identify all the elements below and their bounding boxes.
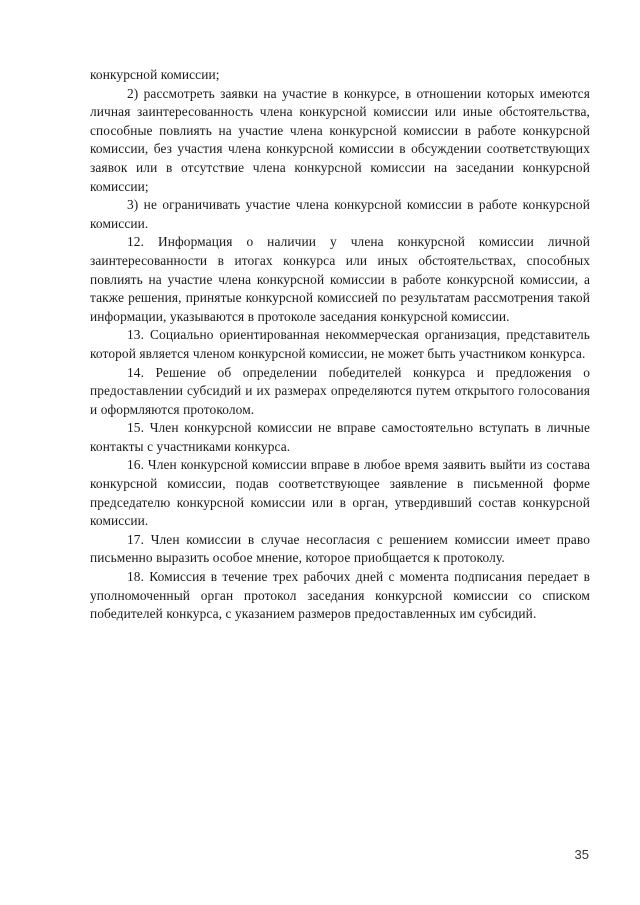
paragraph-13: 13. Социально ориентированная некоммерческая организация, представитель которой является членом конкурсной комиссии, не может быть участником конкурса. <box>90 327 590 361</box>
paragraph-3: 3) не ограничивать участие члена конкурсной комиссии в работе конкурсной комиссии. <box>90 197 590 231</box>
paragraph-15: 15. Член конкурсной комиссии не вправе самостоятельно вступать в личные контакты с участниками конкурса. <box>90 420 590 454</box>
page-number: 35 <box>574 847 589 862</box>
paragraph-17: 17. Член комиссии в случае несогласия с решением комиссии имеет право письменно выразить особое мнение, которое приобщается к протоколу. <box>90 531 590 566</box>
paragraph-14: 14. Решение об определении победителей конкурса и предложения о предоставлении субсидий и их размерах определяются путем открытого голосования и оформляются протоколом. <box>90 364 590 417</box>
paragraph-16: 16. Член конкурсной комиссии вправе в любое время заявить выйти из состава конкурсной комиссии, подав соответствующее заявление в письменной форме председателю конкурсной комиссии или в орган, утвердивший состав конкурсной комиссии. <box>90 457 590 529</box>
paragraph-1: конкурсной комиссии; <box>90 67 220 82</box>
paragraph-18: 18. Комиссия в течение трех рабочих дней с момента подписания передает в уполномоченный орган протокол заседания конкурсной комиссии со списком победителей конкурса, с указанием размеров предоставленных им субсидий. <box>90 569 590 622</box>
paragraph-2: 2) рассмотреть заявки на участие в конкурсе, в отношении которых имеются личная заинтересованность члена конкурсной комиссии или иные обстоятельства, способные повлиять на участие члена конкурсной комиссии в работе конкурсной комиссии, без участия члена конкурсной комиссии в обсуждении соответствующих заявок или в отсутствие члена конкурсной комиссии на заседании конкурсной комиссии; <box>90 85 590 194</box>
paragraph-12: 12. Информация о наличии у члена конкурсной комиссии личной заинтересованности в итогах конкурса или иных обстоятельствах, способных повлиять на участие члена конкурсной комиссии в работе конкурсной комиссии, а также решения, принятые конкурсной комиссией по результатам рассмотрения такой информации, указываются в протоколе заседания конкурсной комиссии. <box>90 234 590 324</box>
document-body <box>90 66 590 624</box>
